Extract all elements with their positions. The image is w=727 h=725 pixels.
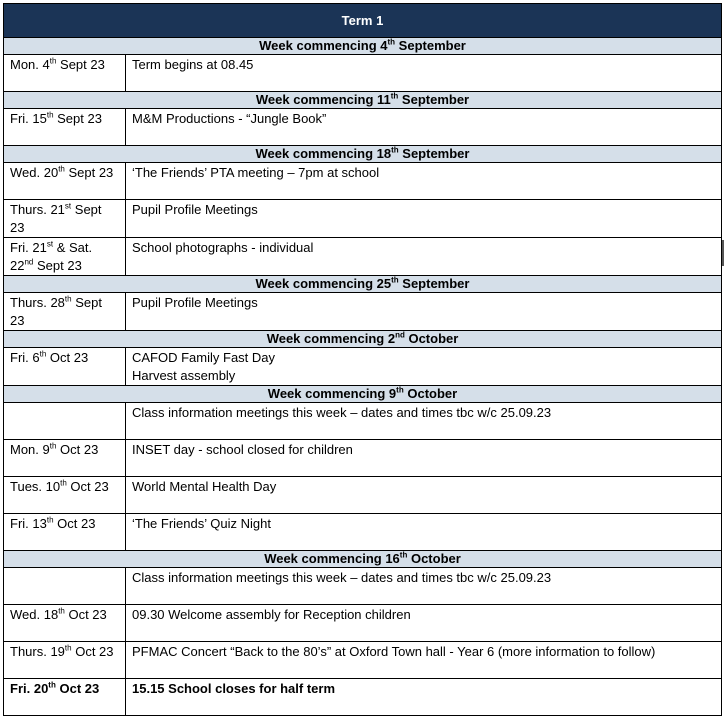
week-heading-text: October (404, 331, 459, 346)
week-heading (4, 386, 722, 403)
event-description-line: ‘The Friends’ PTA meeting – 7pm at school (132, 165, 380, 180)
event-date-text: Oct 23 (53, 516, 96, 531)
event-date (4, 568, 126, 605)
week-heading (4, 331, 722, 348)
event-date-text: Wed. 20 (10, 165, 59, 180)
event-date-ordinal: th (46, 515, 54, 525)
event-date (4, 200, 126, 238)
week-heading (4, 551, 722, 568)
week-header-row (4, 276, 722, 293)
event-date-text: Fri. 13 (10, 516, 47, 531)
event-date (4, 403, 126, 440)
event-description-line: PFMAC Concert “Back to the 80’s” at Oxford Town hall - Year 6 (more information to follow) (132, 644, 656, 659)
event-date (4, 440, 126, 477)
event-date (4, 642, 126, 679)
event-row (4, 55, 722, 92)
week-heading-text: September (395, 38, 466, 53)
week-header-row (4, 551, 722, 568)
event-description (126, 163, 722, 200)
event-date (4, 293, 126, 331)
event-description (126, 514, 722, 551)
event-date (4, 605, 126, 642)
week-heading-text: Week commencing 2 (266, 331, 396, 346)
event-date-text: Oct 23 (64, 607, 107, 622)
event-description-line: School photographs - individual (132, 240, 314, 255)
event-date-text: Fri. 21 (10, 240, 47, 255)
event-description-line: Pupil Profile Meetings (132, 202, 258, 217)
event-date (4, 514, 126, 551)
event-date-text: Oct 23 (46, 350, 89, 365)
event-description-line: Pupil Profile Meetings (132, 295, 258, 310)
event-date-text: & Sat. 22 (10, 240, 93, 273)
event-description-line: M&M Productions - “Jungle Book” (132, 111, 327, 126)
event-description-line: CAFOD Family Fast Day (132, 350, 276, 365)
event-date-text: Fri. 6 (10, 350, 40, 365)
event-date-ordinal: th (49, 56, 57, 66)
event-description-line: Class information meetings this week – dates and times tbc w/c 25.09.23 (132, 570, 552, 585)
event-row (4, 568, 722, 605)
event-row (4, 403, 722, 440)
week-header-row (4, 386, 722, 403)
week-heading-ordinal: th (390, 91, 399, 101)
event-row (4, 200, 722, 238)
event-date-ordinal: th (46, 110, 54, 120)
title-row (4, 4, 722, 38)
event-description-line: 15.15 School closes for half term (132, 681, 336, 696)
event-description-line: World Mental Health Day (132, 479, 277, 494)
term-title: Term 1 (4, 4, 722, 38)
event-date-text: Sept 23 (53, 111, 102, 126)
week-heading-text: Week commencing 4 (259, 38, 388, 53)
week-heading-text: Week commencing 18 (255, 146, 392, 161)
week-heading-text: Week commencing 25 (255, 276, 392, 291)
event-date (4, 679, 126, 716)
event-date-text: Sept 23 (56, 57, 105, 72)
event-description (126, 642, 722, 679)
week-heading-ordinal: th (391, 145, 399, 155)
event-row (4, 163, 722, 200)
week-heading-text: September (398, 92, 470, 107)
week-heading (4, 276, 722, 293)
week-header-row (4, 331, 722, 348)
event-row (4, 109, 722, 146)
event-description (126, 440, 722, 477)
event-row (4, 440, 722, 477)
event-row (4, 605, 722, 642)
event-row (4, 238, 722, 276)
event-date (4, 477, 126, 514)
event-description (126, 293, 722, 331)
event-date-ordinal: th (60, 478, 67, 488)
event-date-ordinal: nd (24, 257, 34, 267)
event-date-ordinal: th (64, 294, 72, 304)
week-header-row (4, 92, 722, 109)
event-date-text: Thurs. 19 (10, 644, 65, 659)
event-row (4, 477, 722, 514)
event-date-ordinal: th (58, 606, 65, 616)
event-description (126, 109, 722, 146)
event-date-text: Mon. 9 (10, 442, 50, 457)
event-date-text: Oct 23 (56, 442, 99, 457)
event-date-text: Tues. 10 (10, 479, 61, 494)
week-heading-text: October (407, 551, 461, 566)
event-date-text: Oct 23 (66, 479, 109, 494)
event-date (4, 55, 126, 92)
event-description (126, 348, 722, 386)
week-heading-text: Week commencing 9 (267, 386, 397, 401)
week-heading-ordinal: nd (395, 330, 405, 340)
event-date-text: Fri. 20 (10, 681, 49, 696)
event-description-line: 09.30 Welcome assembly for Reception children (132, 607, 411, 622)
scrollbar-thumb[interactable] (722, 240, 724, 266)
event-date-text: Wed. 18 (10, 607, 59, 622)
event-description-line: Harvest assembly (132, 368, 236, 383)
calendar-body (4, 4, 722, 716)
event-description-line: INSET day - school closed for children (132, 442, 353, 457)
week-header-row (4, 146, 722, 163)
event-date-text: Sept 23 (10, 295, 102, 328)
event-description-line: ‘The Friends’ Quiz Night (132, 516, 271, 531)
event-row (4, 642, 722, 679)
week-heading-ordinal: th (399, 550, 408, 560)
event-description-line: Class information meetings this week – dates and times tbc w/c 25.09.23 (132, 405, 552, 420)
event-description (126, 568, 722, 605)
event-date-text: Oct 23 (55, 681, 100, 696)
week-heading (4, 38, 722, 55)
event-description (126, 477, 722, 514)
event-description (126, 238, 722, 276)
event-row (4, 514, 722, 551)
event-date-ordinal: th (58, 164, 65, 174)
event-date-text: Mon. 4 (10, 57, 50, 72)
week-heading (4, 146, 722, 163)
week-heading (4, 92, 722, 109)
event-date-text: Thurs. 28 (10, 295, 65, 310)
week-header-row (4, 38, 722, 55)
week-heading-text: Week commencing 11 (255, 92, 391, 107)
event-date-text: Sept 23 (64, 165, 114, 180)
event-date-text: Fri. 15 (10, 111, 47, 126)
event-description (126, 679, 722, 716)
week-heading-ordinal: th (391, 275, 399, 285)
event-date (4, 348, 126, 386)
event-date-text: Sept 23 (10, 202, 102, 235)
event-description-line: Term begins at 08.45 (132, 57, 254, 72)
event-row (4, 348, 722, 386)
event-date-text: Thurs. 21 (10, 202, 65, 217)
event-date-text: Oct 23 (71, 644, 114, 659)
week-heading-ordinal: th (387, 37, 396, 47)
event-date-ordinal: th (48, 680, 56, 690)
event-date-ordinal: th (39, 349, 47, 359)
event-row (4, 679, 722, 716)
week-heading-text: September (398, 276, 470, 291)
week-heading-text: October (403, 386, 458, 401)
event-date-ordinal: st (46, 239, 54, 249)
event-date (4, 109, 126, 146)
event-date-ordinal: st (64, 201, 72, 211)
event-date (4, 163, 126, 200)
event-date (4, 238, 126, 276)
event-description (126, 403, 722, 440)
event-description (126, 605, 722, 642)
event-date-ordinal: th (49, 441, 57, 451)
week-heading-text: Week commencing 16 (264, 551, 400, 566)
event-date-text: Sept 23 (33, 258, 82, 273)
event-row (4, 293, 722, 331)
week-heading-text: September (398, 146, 470, 161)
event-description (126, 55, 722, 92)
term-calendar-table (3, 3, 722, 716)
week-heading-ordinal: th (396, 385, 404, 395)
event-description (126, 200, 722, 238)
event-date-ordinal: th (64, 643, 72, 653)
